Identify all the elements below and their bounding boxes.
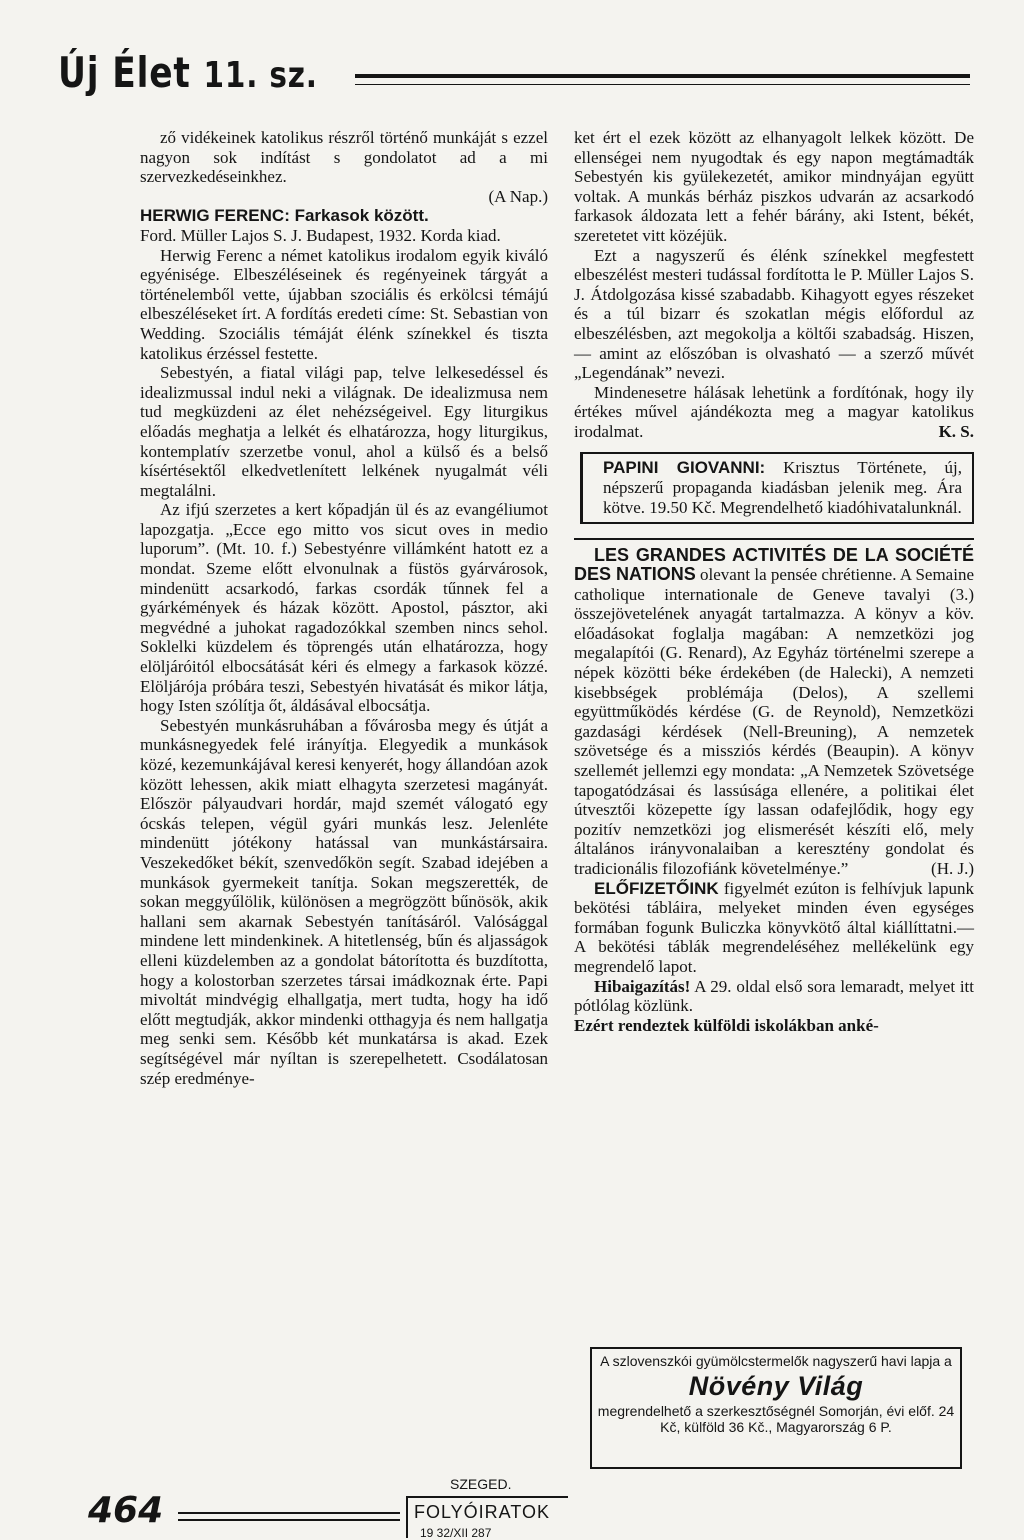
review-continuation: ket ért el ezek között az elhanyagolt lelkek között. De ellenségei nem nyugodtak és egy napon megtámadták Sebestyén kis gyülekezetét, amikor mindnyájan együtt voltak. A munkás bérház piszkos udvarán az acsarkodó farkasok áldozata lett a fehér bárány, aki Istent, békét, szeretetet vitt közéjük.	[574, 128, 974, 245]
activities-title: LES GRANDES ACTIVITÉS DE LA SOCIÉTÉ DES NATIONS	[574, 544, 974, 585]
stamp-label: FOLYÓIRATOK	[414, 1502, 551, 1522]
subscribers-body: figyelmét ezúton is felhívjuk lapunk bekötési tábláira, melyeket minden éven egységes formában fogunk Buliczka könyvkötő által kiállíttatni.— A bekötési táblák megrendeléséhez mellékelünk egy megrendelő lapot.	[574, 878, 975, 976]
review-paragraph-3: Az ifjú szerzetes a kert kőpadján ül és az evangéliumot lapozgatja. „Ecce ego mitto vos sicut oves in medio luporum”. (Mt. 10. f.) Sebestyénre villámként hatott ez a mondat. Szeme előtt elvonulnak a füstös gyárvárosok, mindenütt acsarkodó, farkas csordák tűnnek fel a gyárkémények és házak között. Apostol, pásztor, aki megvédné a juhokat ragadozókkal szemben nincs sehol. Soklelki küzdelem és töprengés után elhatározza, hogy elöljáróitól elbocsátását kéri és elmegy a farkasok közzé. Elöljárója próbára teszi, Sebestyén hivatását és mikor látja, hogy Isten szólítja őt, áldásával elbocsátja.	[140, 500, 548, 716]
left-column	[140, 128, 548, 1088]
review-paragraph-4: Sebestyén munkásruhában a fővárosba megy és útját a munkásnegyedek felé irányítja. Elegyedik a munkások közé, kezemunkájával keresi kenyerét, hogy állandóan azok között lehessen, akik miatt elhagyta szerzetesi magányát. Először pályaudvari hordár, majd szemét válogató egy ócskás telepen, végül gyári munkás lesz. Jelenléte mindenütt jótékony hatással van munkástársaira. Veszekedőket békít, szenvedőkön segít. Szabad idejében a munkások gyermekeit tanítja. Sokan megszerették, de sokan meggyűlölik, különösen a megrögzött bűnösök, akik hallani sem akarnak Sebestyén tanításáról. Valósággal mindene lett mindenkinek. A hitetlenség, bűn és aljasságok elleni küzdelemben az a gondolat bátorította és buzdította, hogy a kolostorban szerzetes társai imádkoznak érte. Papi mivoltát mindvégig elhallgatja, mert tudta, hogy ha idő előtt megtudják, akkor mindenki otthagyja és nem hallgatja meg senki sem. Később két munkatársa is akad. Ezek segítségével már nyíltan is szerepelhetett. Csodálatosan szép eredménye-	[140, 715, 548, 1088]
activities-section	[574, 546, 974, 879]
review-signature: K. S.	[938, 421, 974, 441]
page-number: 464	[88, 1490, 164, 1531]
review-paragraph-6	[574, 383, 974, 442]
review-paragraph-2: Sebestyén, a fiatal világi pap, telve lelkesedéssel és idealizmussal indul neki a világnak. De idealizmusa nem tud megküzdeni az élet nehézségeivel. Egy liturgikus előadás meghatja a lelkét és elhatározza, hogy liturgikus, kontemplatív szerzetbe vonul, ahol a külső és a belső kísértésektől elkedvetlenített lelkének nyugalmát véli megtalálni.	[140, 363, 548, 500]
activities-signature: (H. J.)	[931, 859, 974, 878]
ad-brand: Növény Világ	[688, 1371, 864, 1401]
intro-paragraph: ző vidékeinek katolikus részről történő munkáját s ezzel nagyon sok indítást s gondolatot ad a mi szervezkedéseinkhez.	[140, 128, 548, 187]
review-meta: Ford. Müller Lajos S. J. Budapest, 1932. Korda kiad.	[140, 225, 501, 245]
review-heading: HERWIG FERENC: Farkasok között.	[140, 206, 429, 226]
errata-line: Ezért rendeztek külföldi iskolákban anké-	[574, 1015, 879, 1035]
ad-line-2: megrendelhető a szerkesztőségnél Somorján, évi előf. 24 Kč, külföld 36 Kč., Magyarország 6 P.	[597, 1403, 955, 1435]
subscribers-lead: ELŐFIZETŐINK	[594, 878, 719, 898]
masthead-issue: 11. sz.	[203, 55, 318, 96]
papini-text: Krisztus Története, új, népszerű propaganda kiadásban jelenik meg. Ára kötve. 19.50 Kč. Megrendelhető kiadóhivatalunknál.	[603, 457, 962, 517]
papini-announcement-box	[580, 452, 974, 524]
library-stamp	[400, 1476, 570, 1538]
masthead	[58, 48, 318, 97]
footer-rule-bottom	[178, 1519, 400, 1521]
review-closing: Mindenesetre hálásak lehetünk a fordítónak, hogy ily értékes művel ajándékozta meg a magyar katolikus irodalmat.	[574, 382, 974, 441]
ad-line-1: A szlovenszkói gyümölcstermelők nagyszerű havi lapja a	[600, 1353, 952, 1369]
header-rule	[355, 74, 970, 78]
review-paragraph-1: Herwig Ferenc a német katolikus irodalom egyik kiváló egyénisége. Elbeszéléseinek és regényeinek tárgyát a történelemből vette, újabban szociális és erkölcsi témájú elbeszéléseket írt. A fordítás eredeti címe: St. Sebastian von Wedding. Szociális témáját élénk színekkel és tiszta katolikus érzéssel festette.	[140, 245, 548, 363]
subscribers-notice	[574, 879, 974, 977]
section-divider	[574, 538, 974, 540]
review-paragraph-5: Ezt a nagyszerű és élénk színekkel megfestett elbeszélést mesteri tudással fordította le P. Müller Lajos S. J. Átdolgozása kissé szabadabb. Kihagyott egyes részeket és a túl bizarr és szokatlan mégis előfordul az elbeszélésben, azt megokolja a költői szabadság. Hiszen, — amint az előszóban is olvasható — a szerző művét „Legendának” nevezi.	[574, 245, 974, 383]
right-column	[574, 128, 974, 1035]
errata-lead: Hibaigazítás!	[594, 976, 691, 996]
header-rule-thin	[355, 84, 970, 85]
activities-body: olevant la pensée chrétienne. A Semaine catholique internationale de Geneve tavalyi (3.) összejövetelének anyagát tartalmazza. A könyv a köv. előadásokat foglalja magában: A nemzetközi jog megalapítói (G. Renard), Az Egyház történelmi szerepe a népek közötti béke érdekében (de Halecki), A nemzeti kisebbségek problémája (Delos), A szellemi együttműködés kérdése (G. de Reynold), Nemzetközi gazdasági kérdések (Nell-Breuning), A nemzetek szövetsége és a missziós kérdés (Beaupin). A könyv szellemét jellemzi egy mondata: „A Nemzetek Szövetsége tapogatódzásai és lassúsága ellenére, a politikai élet útvesztői közepette így lassan odafejlődik, hogy egy pozitív nemzetközi jog elismerését készíti elő, mely általános irányvonalaiban a keresztény gondolat és tradicionális filozofiánk követelménye.”	[574, 565, 974, 878]
intro-source: (A Nap.)	[488, 186, 548, 206]
errata-body: A 29. oldal első sora lemaradt, melyet itt pótlólag közlünk.	[574, 976, 975, 1016]
advertisement-box	[590, 1347, 962, 1469]
stamp-city: SZEGED.	[450, 1476, 512, 1492]
papini-title: PAPINI GIOVANNI:	[603, 457, 766, 477]
stamp-code: 19 32/XII 287	[420, 1526, 492, 1540]
masthead-title: Új Élet	[58, 48, 191, 97]
footer-rule-top	[178, 1512, 400, 1514]
errata-notice	[574, 977, 974, 1016]
